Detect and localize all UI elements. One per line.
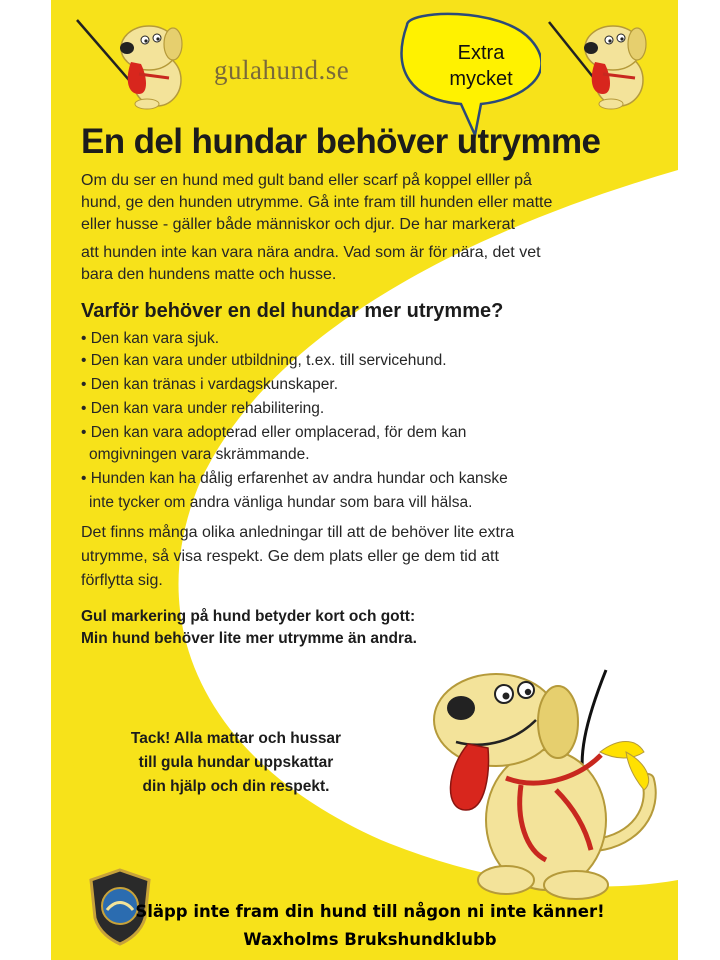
reason-item: • Den kan vara sjuk. <box>81 330 220 347</box>
intro-line: hund, ge den hunden utrymme. Gå inte fram till hunden eller matte <box>81 194 553 211</box>
reason-item: • Hunden kan ha dålig erfarenhet av andra hundar och kanske <box>81 470 508 487</box>
respect-line: Det finns många olika anledningar till att de behöver lite extra <box>81 524 515 541</box>
bubble-line: Extra <box>457 42 505 64</box>
footer-warning: Släpp inte fram din hund till någon ni inte känner! <box>135 902 605 921</box>
meaning-line: Gul markering på hund betyder kort och gott: <box>81 608 416 625</box>
reason-item: omgivningen vara skrämmande. <box>89 446 310 463</box>
flyer <box>51 0 678 960</box>
intro-line: att hunden inte kan vara nära andra. Vad som är för nära, det vet <box>81 244 541 261</box>
reason-item: • Den kan vara under utbildning, t.ex. till servicehund. <box>81 352 447 369</box>
bubble-text <box>417 40 545 92</box>
reason-item: • Den kan vara under rehabilitering. <box>81 400 325 417</box>
reason-item: inte tycker om andra vänliga hundar som bara vill hälsa. <box>89 494 473 511</box>
thanks-line: till gula hundar uppskattar <box>138 754 334 771</box>
respect-line: förflytta sig. <box>81 572 163 589</box>
thanks-line: din hjälp och din respekt. <box>142 778 330 795</box>
intro-line: eller husse - gäller både människor och djur. De har markerat <box>81 216 515 233</box>
meaning-line: Min hund behöver lite mer utrymme än andra. <box>81 630 417 647</box>
reason-item: • Den kan vara adopterad eller omplacerad, för dem kan <box>81 424 467 441</box>
thanks-line: Tack! Alla mattar och hussar <box>130 730 342 747</box>
intro-line: bara den hundens matte och husse. <box>81 266 337 283</box>
dog-mascot-icon <box>539 18 664 110</box>
respect-line: utrymme, så visa respekt. Ge dem plats eller ge dem tid att <box>81 548 499 565</box>
bubble-line: mycket <box>449 68 513 90</box>
sitting-dog-icon <box>386 660 666 905</box>
headline: En del hundar behöver utrymme <box>81 122 601 161</box>
footer-club-name: Waxholms Brukshundklubb <box>243 930 497 949</box>
dog-mascot-icon <box>69 18 194 110</box>
logo-text: gulahund.se <box>214 55 350 85</box>
reason-item: • Den kan tränas i vardagskunskaper. <box>81 376 339 393</box>
subheading: Varför behöver en del hundar mer utrymme? <box>81 300 504 322</box>
intro-line: Om du ser en hund med gult band eller scarf på koppel elller på <box>81 172 532 189</box>
